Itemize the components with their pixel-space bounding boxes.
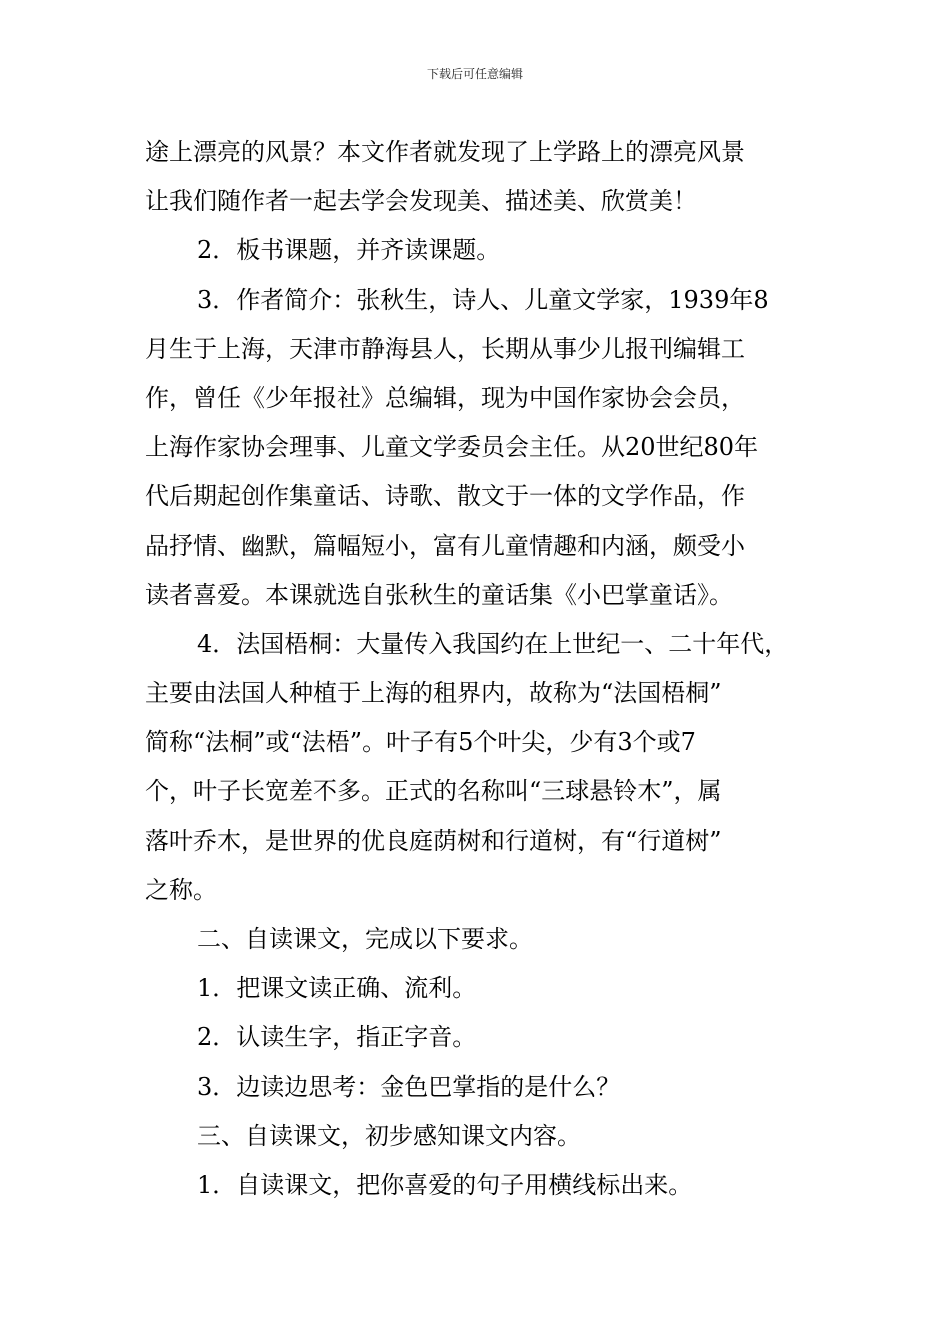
text-line: 3．边读边思考：金色巴掌指的是什么？: [197, 1072, 621, 1101]
document-body: [145, 128, 813, 1210]
text-line: 4．法国梧桐：大量传入我国约在上世纪一、二十年代，: [197, 629, 789, 658]
text-line: 三、自读课文，初步感知课文内容。: [197, 1121, 581, 1150]
text-line: 途上漂亮的风景？本文作者就发现了上学路上的漂亮风景: [145, 138, 745, 166]
text-line: 品抒情、幽默，篇幅短小，富有儿童情趣和内涵，颇受小: [145, 531, 745, 560]
text-line: 2．认读生字，指正字音。: [197, 1023, 477, 1052]
text-line: 3．作者简介：张秋生，诗人、儿童文学家，1939年8: [197, 285, 769, 314]
text-line: 之称。: [145, 875, 217, 904]
text-line: 1．自读课文，把你喜爱的句子用横线标出来。: [197, 1170, 693, 1199]
text-line: 读者喜爱。本课就选自张秋生的童话集《小巴掌童话》。: [145, 580, 733, 609]
text-line: 简称“法桐”或“法梧”。叶子有5个叶尖，少有3个或7: [145, 728, 696, 757]
text-line: 上海作家协会理事、儿童文学委员会主任。从20世纪80年: [145, 433, 759, 462]
text-line: 月生于上海，天津市静海县人，长期从事少儿报刊编辑工: [145, 334, 745, 363]
text-line: 2．板书课题，并齐读课题。: [197, 236, 501, 265]
text-line: 二、自读课文，完成以下要求。: [197, 925, 533, 953]
page-header: 下载后可任意编辑: [426, 67, 523, 81]
text-line: 1．把课文读正确、流利。: [197, 974, 477, 1003]
text-line: 让我们随作者一起去学会发现美、描述美、欣赏美！: [145, 187, 697, 216]
text-line: 作，曾任《少年报社》总编辑，现为中国作家协会会员，: [145, 383, 745, 412]
text-line: 个，叶子长宽差不多。正式的名称叫“三球悬铃木”，属: [145, 777, 722, 806]
text-line: 代后期起创作集童话、诗歌、散文于一体的文学作品，作: [145, 482, 745, 511]
text-line: 主要由法国人种植于上海的租界内，故称为“法国梧桐”: [145, 679, 722, 708]
text-line: 落叶乔木，是世界的优良庭荫树和行道树，有“行道树”: [145, 826, 722, 855]
